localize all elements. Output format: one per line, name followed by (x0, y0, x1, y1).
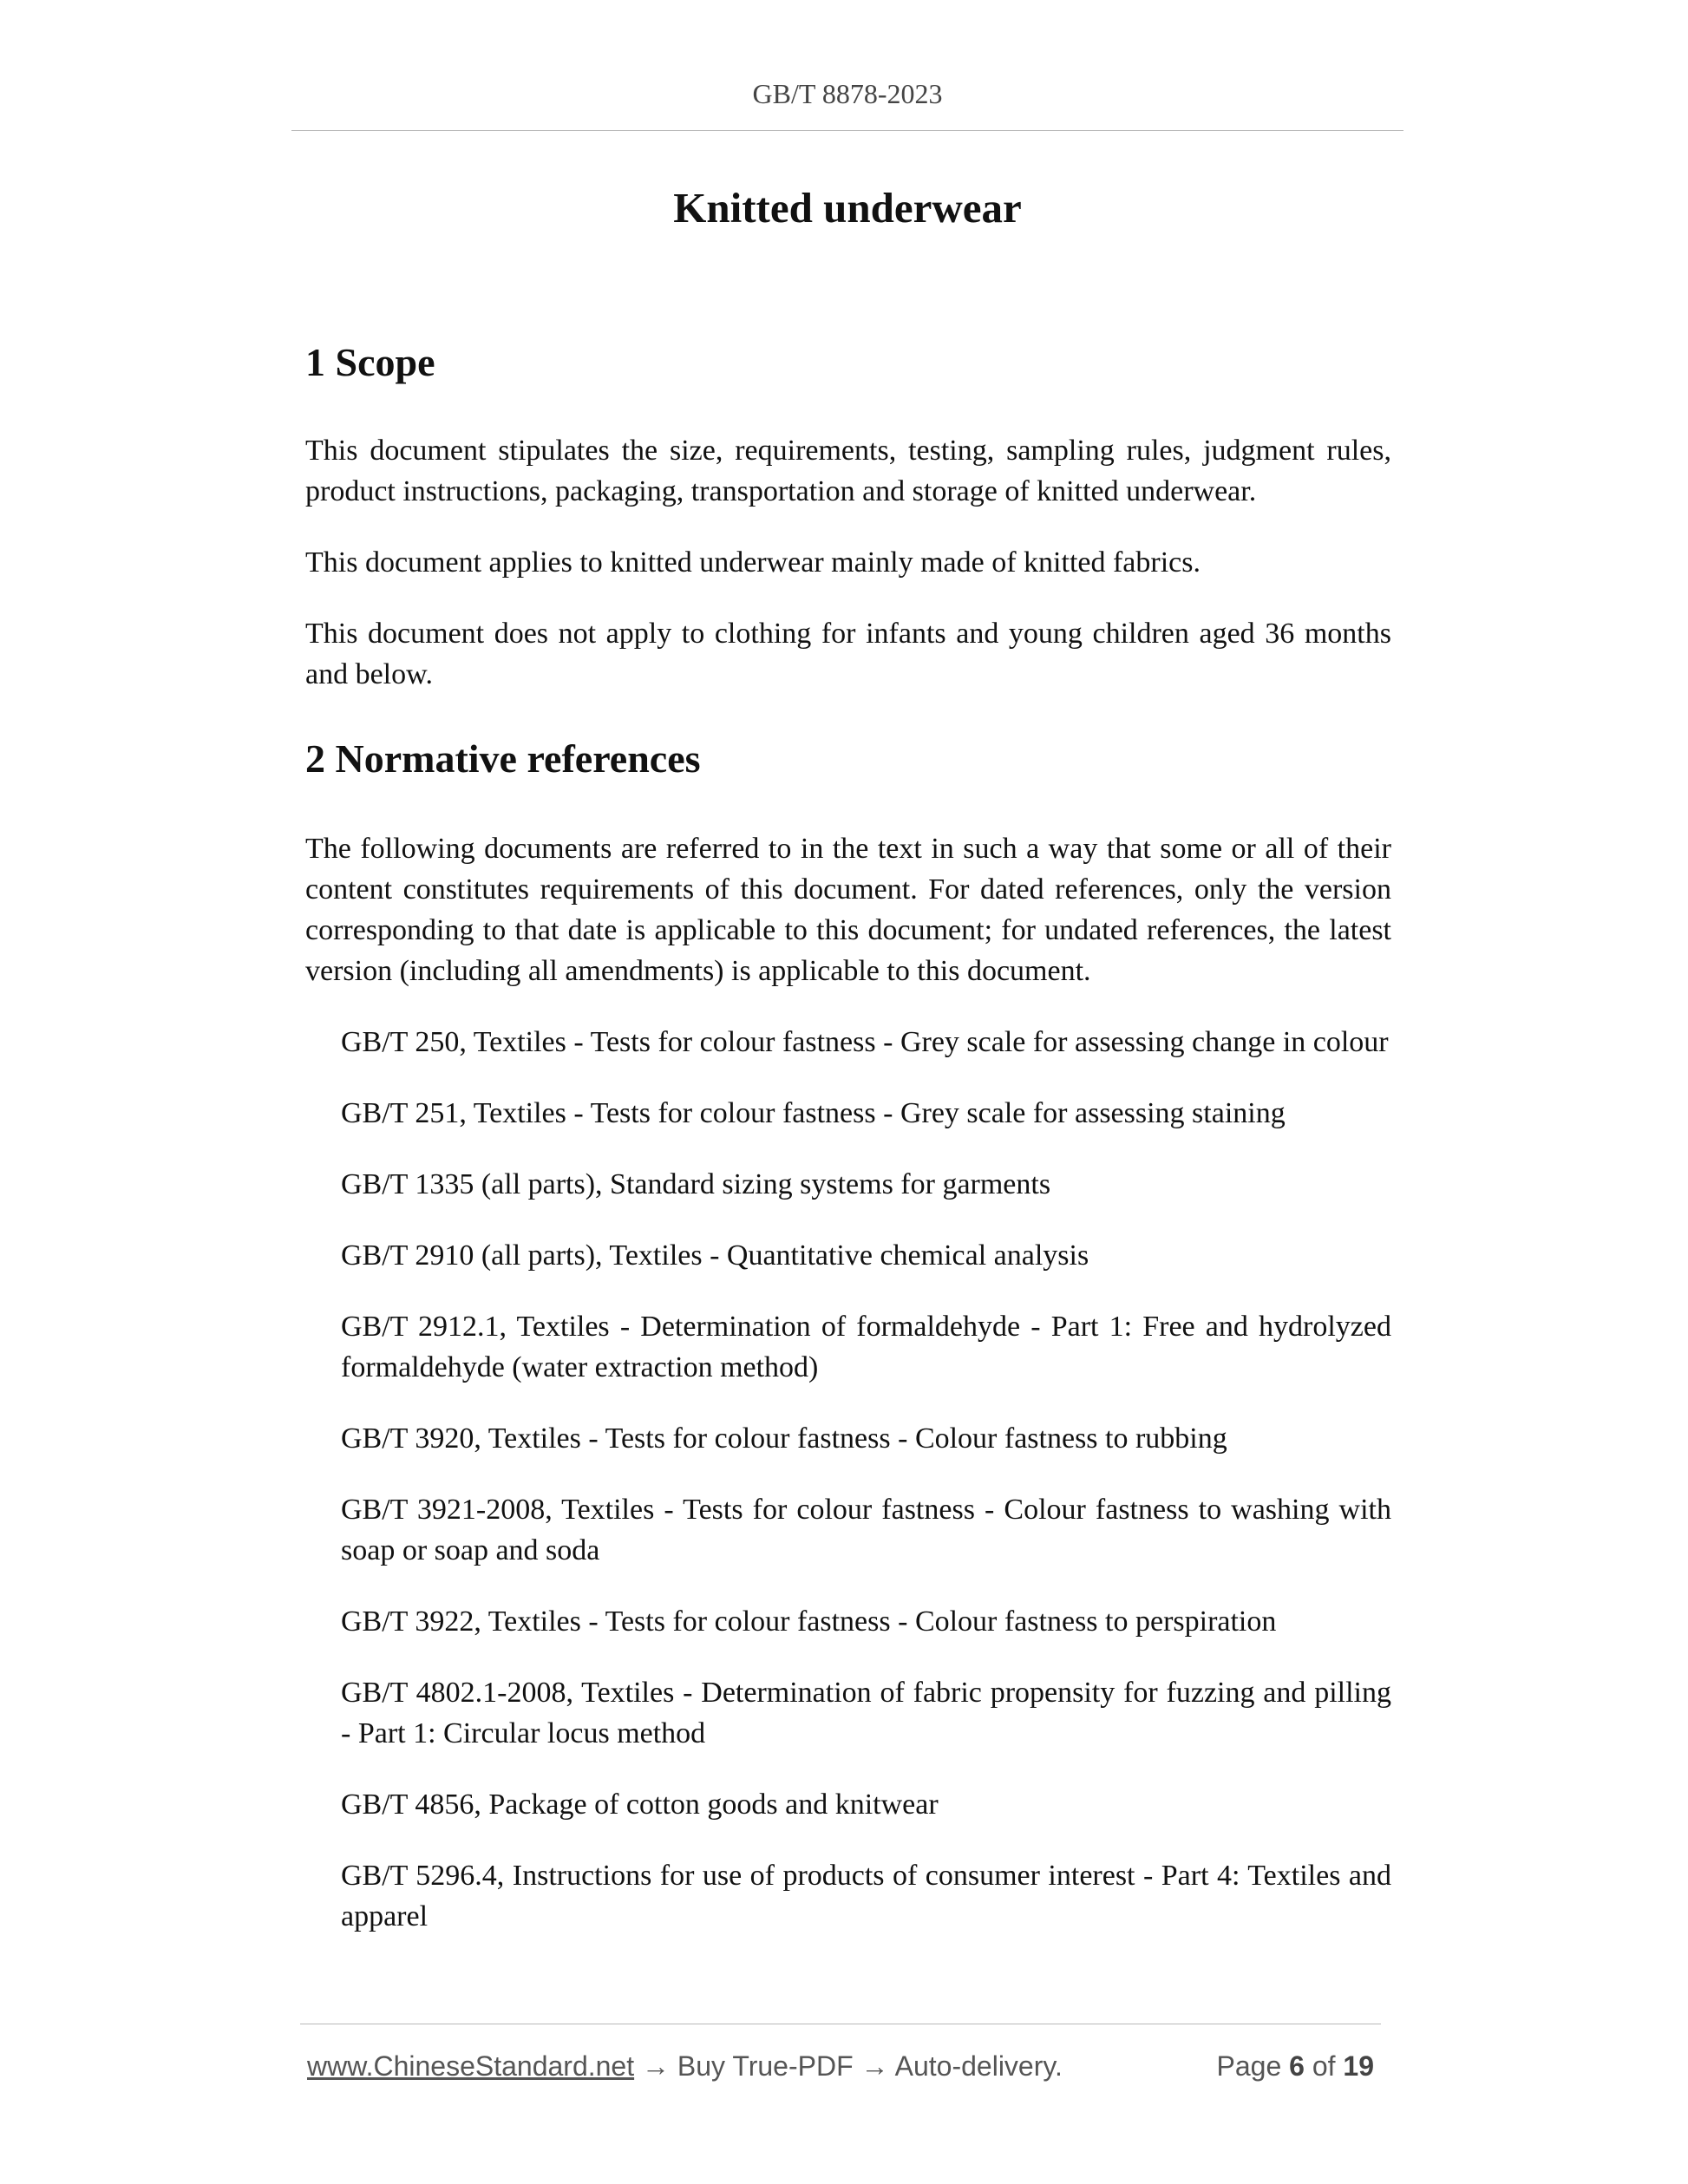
document-title: Knitted underwear (673, 184, 1022, 232)
document-body (305, 337, 1391, 1967)
reference-item: GB/T 3920, Textiles - Tests for colour fastness - Colour fastness to rubbing (341, 1422, 1227, 1455)
website-link[interactable]: www.ChineseStandard.net (307, 2050, 635, 2082)
buy-true-pdf-text: Buy True-PDF (677, 2050, 854, 2082)
scope-paragraph: This document does not apply to clothing for infants and young children aged 36 months and below. (305, 618, 1391, 690)
header-doc-code: GB/T 8878-2023 (752, 78, 943, 109)
reference-item: GB/T 4856, Package of cotton goods and knitwear (341, 1788, 939, 1821)
references-intro-paragraph: The following documents are referred to in the text in such a way that some or all of their content constitutes requirements of this document. For dated references, only the version corresponding to that date is applicable to this document; for undated references, the latest version (including all amendments) is applicable to this document. (305, 833, 1391, 987)
of-label: of (1312, 2050, 1336, 2082)
footer-promo (307, 2050, 1063, 2083)
page-number (1217, 2050, 1374, 2083)
page-header (291, 76, 1403, 131)
reference-list (305, 1022, 1391, 1937)
section-heading-normative-references: 2 Normative references (305, 736, 701, 781)
scope-paragraph: This document applies to knitted underwear mainly made of knitted fabrics. (305, 546, 1201, 579)
reference-item: GB/T 2910 (all parts), Textiles - Quantitative chemical analysis (341, 1239, 1089, 1272)
reference-item: GB/T 1335 (all parts), Standard sizing systems for garments (341, 1168, 1051, 1200)
auto-delivery-text: Auto-delivery. (894, 2050, 1063, 2082)
page-footer (300, 2024, 1381, 2085)
reference-item: GB/T 250, Textiles - Tests for colour fastness - Grey scale for assessing change in colour (341, 1026, 1389, 1058)
reference-item: GB/T 2912.1, Textiles - Determination of formaldehyde - Part 1: Free and hydrolyzed formaldehyde (water extraction method) (341, 1311, 1391, 1383)
arrow-right-icon: → (860, 2050, 889, 2082)
reference-item: GB/T 4802.1-2008, Textiles - Determination of fabric propensity for fuzzing and pilling - Part 1: Circular locus method (341, 1677, 1391, 1749)
page-label: Page (1216, 2050, 1282, 2082)
arrow-right-icon: → (642, 2050, 670, 2082)
total-page-number: 19 (1343, 2050, 1374, 2082)
scope-paragraph: This document stipulates the size, requirements, testing, sampling rules, judgment rules, product instructions, packaging, transportation and storage of knitted underwear. (305, 435, 1391, 507)
reference-item: GB/T 5296.4, Instructions for use of products of consumer interest - Part 4: Textiles and apparel (341, 1860, 1391, 1932)
reference-item: GB/T 251, Textiles - Tests for colour fastness - Grey scale for assessing staining (341, 1097, 1286, 1129)
reference-item: GB/T 3922, Textiles - Tests for colour fastness - Colour fastness to perspiration (341, 1605, 1277, 1638)
reference-item: GB/T 3921-2008, Textiles - Tests for colour fastness - Colour fastness to washing with soap or soap and soda (341, 1494, 1391, 1566)
section-heading-scope: 1 Scope (305, 340, 435, 384)
current-page-number: 6 (1289, 2050, 1305, 2082)
